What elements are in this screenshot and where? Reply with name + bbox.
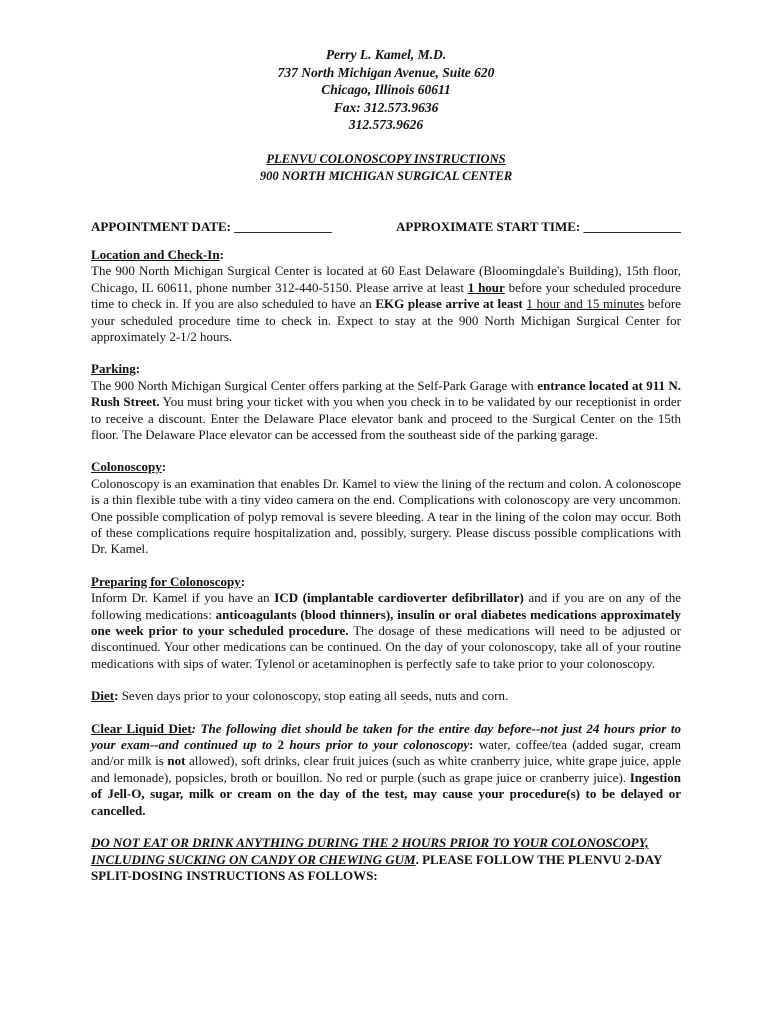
clear-liquid-bold-2: : [469,737,474,753]
preparing-bold-1: ICD (implantable cardioverter defibrillator) [274,590,524,606]
clear-liquid-heading: Clear Liquid Diet [91,720,192,736]
start-time-label: APPROXIMATE START TIME: _______________ [396,218,681,234]
instructions-title: PLENVU COLONOSCOPY INSTRUCTIONS [266,151,506,166]
clear-liquid-section [91,721,681,819]
location-section: Location and Check-In: The 900 North Michigan Surgical Center is located at 60 East Delaware (Bloomingdale's Building), 15th floor, Chicago, IL 60611, phone number 312-440-5150. Please arrive at least 1 hour before your scheduled procedure time to check in. If you are also scheduled to have an EKG please arrive at least 1 hour and 15 minutes before your scheduled procedure time to check in. Expect to stay at the 900 North Michigan Surgical Center for approximately 2-1/2 hours. [91,246,682,344]
address-line-2: Chicago, Illinois 60611 [321,82,451,97]
diet-text: Seven days prior to your colonoscopy, stop eating all seeds, nuts and corn. [118,688,509,704]
appointment-line [91,219,681,235]
preparing-text-2: and if you are on any of the following medications: [91,590,681,622]
fasting-warning: DO NOT EAT OR DRINK ANYTHING DURING THE 2 HOURS PRIOR TO YOUR COLONOSCOPY, INCLUDING SUCKING ON CANDY OR CHEWING GUM [91,835,649,867]
document-page [91,46,681,884]
document-titles [91,151,681,185]
preparing-bold-2: anticoagulants (blood thinners), insulin or oral diabetes medications approximately one week prior to your scheduled procedure. [91,606,682,639]
phone-number: 312.573.9626 [348,117,424,132]
preparing-text-3: The dosage of these medications will need to be adjusted or discontinued. Your other medications can be continued. On the day of your colonoscopy, take all of your routine medications with sips of water. Tylenol or acetaminophen is perfectly safe to take prior to your colonoscopy. [91,623,681,671]
center-title: 900 NORTH MICHIGAN SURGICAL CENTER [259,168,513,183]
clear-liquid-italic-2: hours prior to your colonoscopy [284,737,470,753]
clear-liquid-italic-1: : The following diet should be taken for the entire day before--not just 24 hours prior to your exam--and continued up to [91,720,681,753]
parking-section: Parking: The 900 North Michigan Surgical Center offers parking at the Self-Park Garage with entrance located at 911 N. Rush Street. You must bring your ticket with you when you check in to be validated by our receptionist in order to receive a discount. Enter the Delaware Place elevator bank and proceed to the Surgical Center on the 15th floor. The Delaware Place elevator can be accessed from the southeast side of the parking garage. [91,361,681,442]
address-line-1: 737 North Michigan Avenue, Suite 620 [277,64,495,80]
clear-liquid-bold-3: not [167,753,186,769]
location-text-3: before your scheduled procedure time to check in. Expect to stay at the 900 North Michigan Surgical Center for approximately 2-1/2 hours. [91,296,682,344]
location-underline-1: 1 hour and 15 minutes [526,296,645,312]
split-dosing-instruction: . PLEASE FOLLOW THE PLENVU 2-DAY SPLIT-DOSING INSTRUCTIONS AS FOLLOWS: [91,851,662,883]
location-bold-2: EKG please arrive at least [375,296,523,312]
clear-liquid-text-1: water, coffee/tea (added sugar, cream and/or milk is [91,737,681,769]
fax-number: Fax: 312.573.9636 [333,99,439,115]
location-text-2: before your scheduled procedure time to check in. If you are also scheduled to have an [91,279,681,312]
preparing-text-1: Inform Dr. Kamel if you have an [91,590,275,606]
location-heading: Location and Check-In [91,246,220,262]
doctor-name: Perry L. Kamel, M.D. [325,47,447,62]
colonoscopy-text: Colonoscopy is an examination that enables Dr. Kamel to view the lining of the rectum and colon. A colonoscope is a thin flexible tube with a tiny video camera on the end. Complications with colonoscopy are very uncommon. One possible complication of polyp removal is severe bleeding. A tear in the lining of the colon may occur. Both of these complications require hospitalization and, possibly, surgery. Please discuss possible complications with Dr. Kamel. [91,475,681,557]
preparing-heading: Preparing for Colonoscopy [91,573,241,589]
preparing-section: Preparing for Colonoscopy: Inform Dr. Kamel if you have an ICD (implantable cardioverter defibrillator) and if you are on any of the following medications: anticoagulants (blood thinners), insulin or oral diabetes medications approximately one week prior to your scheduled procedure. The dosage of these medications will need to be adjusted or discontinued. Your other medications can be continued. On the day of your colonoscopy, take all of your routine medications with sips of water. Tylenol or acetaminophen is perfectly safe to take prior to your colonoscopy. [91,573,682,671]
parking-bold-1: entrance located at 911 N. Rush Street. [91,377,681,410]
diet-heading: Diet [91,688,115,704]
colonoscopy-heading: Colonoscopy [91,459,162,475]
colonoscopy-section: Colonoscopy: Colonoscopy is an examination that enables Dr. Kamel to view the lining of the rectum and colon. A colonoscope is a thin flexible tube with a tiny video camera on the end. Complications with colonoscopy are very uncommon. One possible complication of polyp removal is severe bleeding. A tear in the lining of the colon may occur. Both of these complications require hospitalization and, possibly, surgery. Please discuss possible complications with Dr. Kamel. [91,459,681,557]
letterhead [91,46,681,134]
parking-text-1: The 900 North Michigan Surgical Center offers parking at the Self-Park Garage with [91,377,538,393]
location-text-1: The 900 North Michigan Surgical Center is located at 60 East Delaware (Bloomingdale's Building), 15th floor, Chicago, IL 60611, phone number 312-440-5150. Please arrive at least [91,263,681,295]
appointment-date-label: APPOINTMENT DATE: _______________ [91,218,332,234]
parking-text-2: You must bring your ticket with you when you check in to be validated by our receptionist in order to receive a discount. Enter the Delaware Place elevator bank and proceed to the Surgical Center on the 15th floor. The Delaware Place elevator can be accessed from the southeast side of the parking garage. [91,394,681,442]
final-instructions [91,835,681,884]
clear-liquid-bold-4: Ingestion of Jell-O, sugar, milk or cream on the day of the test, may cause your procedure(s) to be delayed or cancelled. [91,769,681,818]
clear-liquid-text-2: allowed), soft drinks, clear fruit juices (such as white cranberry juice, white grape juice, apple and lemonade), popsicles, broth or bouillon. No red or purple (such as grape juice or cranberry juice). [91,753,681,785]
clear-liquid-bold-1: 2 [277,737,285,753]
location-bold-1: 1 hour [467,279,505,295]
diet-section: Diet: Seven days prior to your colonoscopy, stop eating all seeds, nuts and corn. [91,688,509,704]
parking-heading: Parking [91,361,136,377]
